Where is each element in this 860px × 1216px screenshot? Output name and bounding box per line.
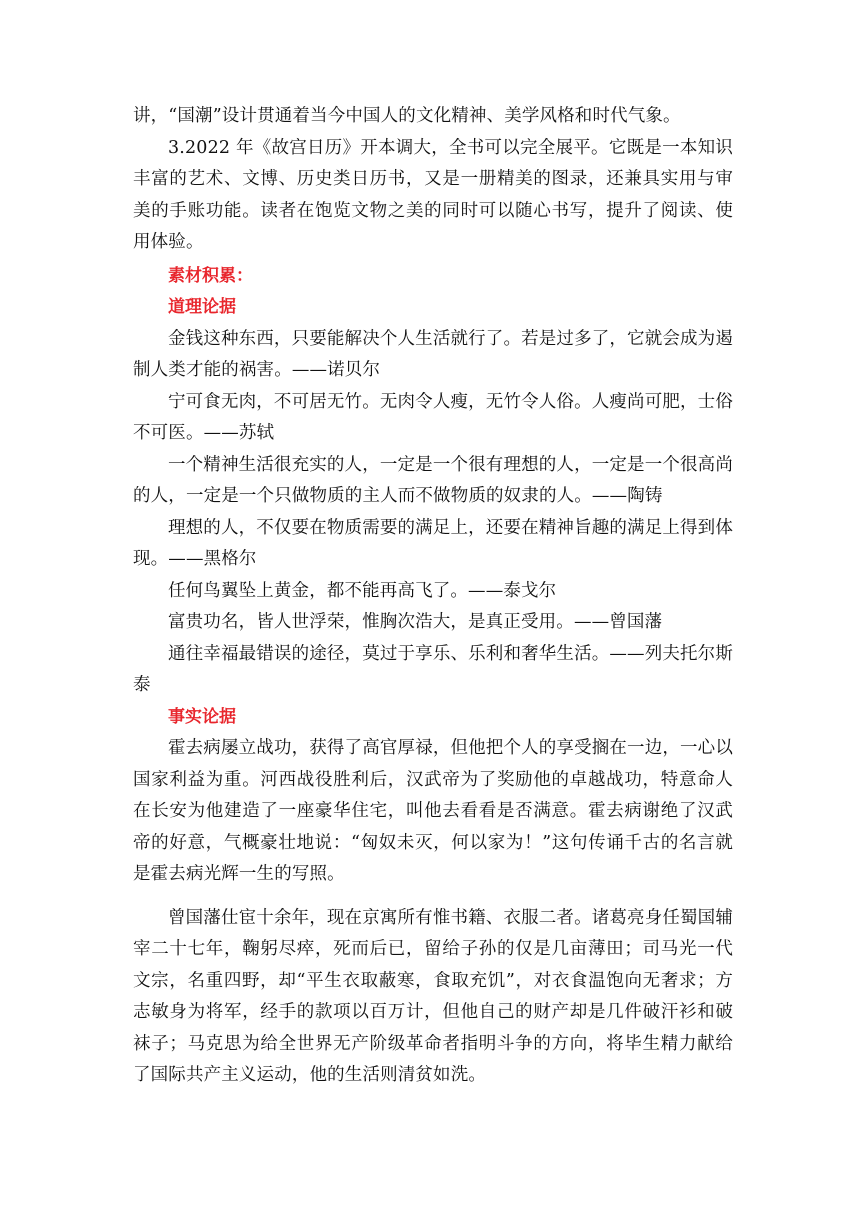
fact-paragraph: 曾国藩仕宦十余年，现在京寓所有惟书籍、衣服二者。诸葛亮身任蜀国辅宰二十七年，鞠躬尽瘁，死而后已，留给子孙的仅是几亩薄田；司马光一代文宗，名重四野，却“平生衣取蔽寒，食取充饥”，对衣食温饱向无奢求；方志敏身为将军，经手的款项以百万计，但他自己的财产却是几件破汗衫和破袜子；马克思为给全世界无产阶级革命者指明斗争的方向，将毕生精力献给了国际共产主义运动，他的生活则清贫如洗。	[133, 907, 733, 1085]
quote-item: 一个精神生活很充实的人，一定是一个很有理想的人，一定是一个很高尚的人，一定是一个只做物质的主人而不做物质的奴隶的人。——陶铸	[133, 454, 733, 506]
document-body	[133, 101, 733, 1092]
quote-item: 通往幸福最错误的途径，莫过于享乐、乐利和奢华生活。——列夫托尔斯泰	[133, 643, 733, 695]
fact-paragraph: 霍去病屡立战功，获得了高官厚禄，但他把个人的享受搁在一边，一心以国家利益为重。河西战役胜利后，汉武帝为了奖励他的卓越战功，特意命人在长安为他建造了一座豪华住宅，叫他去看看是否满意。霍去病谢绝了汉武帝的好意，气概豪壮地说：“匈奴未灭，何以家为！”这句传诵千古的名言就是霍去病光辉一生的写照。	[133, 738, 733, 884]
quote-item: 理想的人，不仅要在物质需要的满足上，还要在精神旨趣的满足上得到体现。——黑格尔	[133, 517, 733, 569]
heading-material: 素材积累：	[168, 265, 253, 286]
paragraph-guochao: 讲，“国潮”设计贯通着当今中国人的文化精神、美学风格和时代气象。	[133, 106, 681, 126]
quote-item: 宁可食无肉，不可居无竹。无肉令人瘦，无竹令人俗。人瘦尚可肥，士俗不可医。——苏轼	[133, 391, 733, 443]
heading-reasoning: 道理论据	[168, 297, 236, 317]
heading-facts: 事实论据	[168, 706, 236, 727]
quote-item: 富贵功名，皆人世浮荣，惟胸次浩大，是真正受用。——曾国藩	[168, 612, 663, 632]
quote-item: 金钱这种东西，只要能解决个人生活就行了。若是过多了，它就会成为遏制人类才能的祸害。——诺贝尔	[133, 328, 733, 380]
quote-item: 任何鸟翼坠上黄金，都不能再高飞了。——泰戈尔	[168, 580, 557, 601]
paragraph-palace-calendar: 3.2022 年《故宫日历》开本调大，全书可以完全展平。它既是一本知识丰富的艺术、文博、历史类日历书，又是一册精美的图录，还兼具实用与审美的手账功能。读者在饱览文物之美的同时可以随心书写，提升了阅读、使用体验。	[133, 137, 733, 252]
